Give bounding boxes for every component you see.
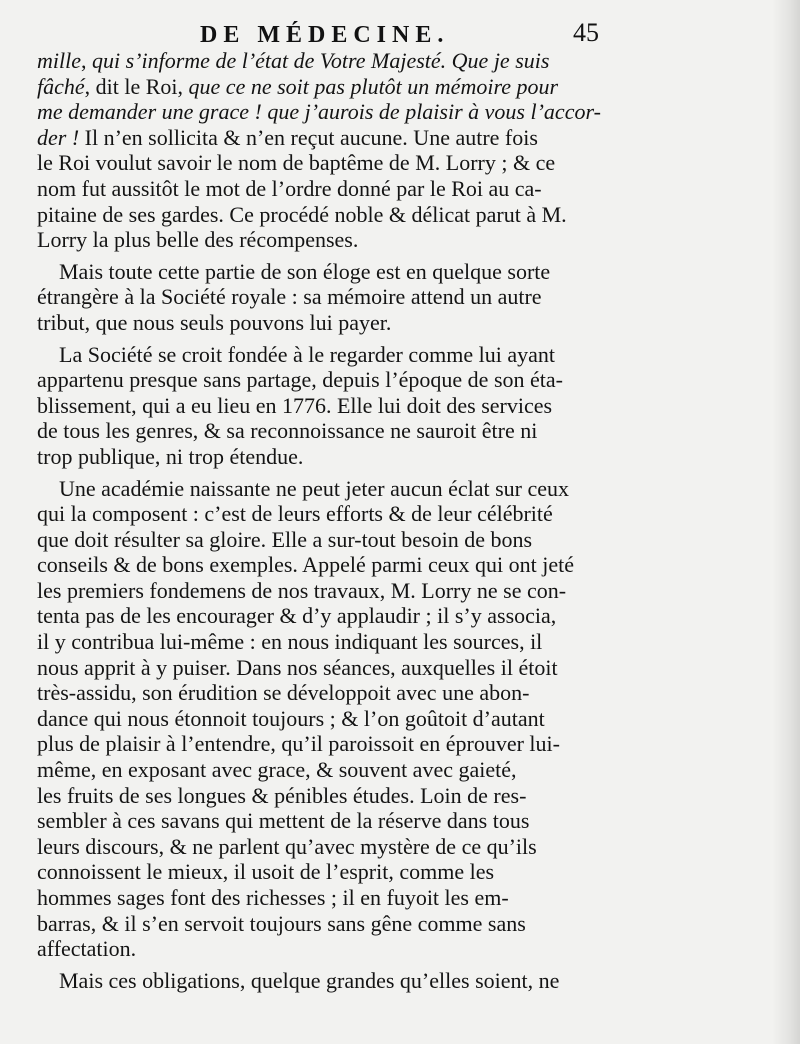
text-line xyxy=(37,655,617,681)
text-run: dance qui nous étonnoit toujours ; & l’on goûtoit d’autant xyxy=(37,705,545,731)
text-run: , dit le Roi, xyxy=(84,73,189,99)
text-run: il y contribua lui-même : en nous indiquant les sources, il xyxy=(37,629,543,655)
text-run: pitaine de ses gardes. Ce procédé noble & délicat parut à M. xyxy=(37,201,567,227)
text-run: connoissent le mieux, il usoit de l’esprit, comme les xyxy=(37,859,495,885)
text-line xyxy=(37,284,617,310)
text-run: appartenu presque sans partage, depuis l’époque de son éta- xyxy=(37,367,563,393)
text-run: conseils & de bons exemples. Appelé parmi ceux qui ont jeté xyxy=(37,552,575,578)
text-line xyxy=(37,444,617,470)
italic-text: mille xyxy=(37,48,81,73)
page-number: 45 xyxy=(573,18,599,47)
text-line xyxy=(37,527,617,553)
text-run: trop publique, ni trop étendue. xyxy=(37,443,304,469)
text-run: Mais toute cette partie de son éloge est en quelque sorte xyxy=(59,258,551,284)
text-line xyxy=(37,74,617,100)
italic-text: Que je suis xyxy=(451,48,550,73)
text-line xyxy=(37,552,617,578)
text-line xyxy=(37,202,617,228)
text-line xyxy=(37,48,617,74)
text-line xyxy=(37,367,617,393)
text-run: blissement, qui a eu lieu en 1776. Elle lui doit des services xyxy=(37,392,553,418)
text-line xyxy=(37,936,617,962)
text-run: nous apprit à y puiser. Dans nos séances, auxquelles il étoit xyxy=(37,654,558,680)
italic-text: me demander une grace ! que j’aurois de plaisir à vous l’accor- xyxy=(37,99,601,125)
text-line xyxy=(37,629,617,655)
text-run: La Société se croit fondée à le regarder comme lui ayant xyxy=(59,341,555,367)
text-line xyxy=(37,885,617,911)
text-line xyxy=(37,968,617,994)
text-run: qui la composent : c’est de leurs efforts & de leur célébrité xyxy=(37,501,553,527)
text-line xyxy=(37,476,617,502)
text-line xyxy=(37,176,617,202)
text-line xyxy=(37,859,617,885)
text-line xyxy=(37,418,617,444)
text-run: plus de plaisir à l’entendre, qu’il paroissoit en éprouver lui- xyxy=(37,731,560,757)
italic-text: der ! xyxy=(37,124,80,150)
text-line xyxy=(37,783,617,809)
text-line xyxy=(37,731,617,757)
text-line xyxy=(37,342,617,368)
text-line xyxy=(37,259,617,285)
text-line xyxy=(37,757,617,783)
text-run: que doit résulter sa gloire. Elle a sur-tout besoin de bons xyxy=(37,526,533,552)
text-run: Mais ces obligations, quelque grandes qu’elles soient, ne xyxy=(59,967,560,993)
text-line xyxy=(37,99,617,125)
text-run: tenta pas de les encourager & d’y applaudir ; il s’y associa, xyxy=(37,603,557,629)
text-line xyxy=(37,393,617,419)
text-run: hommes sages font des richesses ; il en fuyoit les em- xyxy=(37,885,509,910)
text-run: Une académie naissante ne peut jeter aucun éclat sur ceux xyxy=(59,475,570,501)
text-line xyxy=(37,125,617,151)
text-run: sembler à ces savans qui mettent de la réserve dans tous xyxy=(37,808,530,834)
text-run: Il n’en sollicita & n’en reçut aucune. Une autre fois xyxy=(79,124,538,150)
text-run: même, en exposant avec grace, & souvent avec gaieté, xyxy=(37,757,517,783)
text-line xyxy=(37,680,617,706)
text-line xyxy=(37,150,617,176)
text-line xyxy=(37,834,617,860)
text-line xyxy=(37,578,617,604)
text-run: tribut, que nous seuls pouvons lui payer. xyxy=(37,309,392,335)
text-run: barras, & il s’en servoit toujours sans gêne comme sans xyxy=(37,910,526,936)
text-run: les fruits de ses longues & pénibles études. Loin de res- xyxy=(37,782,527,808)
text-run: nom fut aussitôt le mot de l’ordre donné par le Roi au ca- xyxy=(37,175,542,201)
italic-text: que ce ne soit pas plutôt un mémoire pour xyxy=(188,73,559,99)
text-run: étrangère à la Société royale : sa mémoire attend un autre xyxy=(37,284,542,310)
text-run: Lorry la plus belle des récompenses. xyxy=(37,227,359,253)
body-text xyxy=(37,48,617,993)
page-edge-shadow xyxy=(772,0,800,1044)
italic-text: qui s’informe de l’état de Votre Majesté. xyxy=(92,48,447,73)
italic-text: fâché xyxy=(37,73,85,99)
text-line xyxy=(37,603,617,629)
text-run: les premiers fondemens de nos travaux, M. Lorry ne se con- xyxy=(37,577,567,603)
text-line xyxy=(37,911,617,937)
text-run: le Roi voulut savoir le nom de baptême de M. Lorry ; & ce xyxy=(37,150,556,176)
text-line xyxy=(37,501,617,527)
text-line xyxy=(37,706,617,732)
text-run: leurs discours, & ne parlent qu’avec mystère de ce qu’ils xyxy=(37,833,537,859)
text-run: de tous les genres, & sa reconnoissance ne sauroit être ni xyxy=(37,418,538,444)
text-line xyxy=(37,310,617,336)
text-run: affectation. xyxy=(37,936,137,962)
text-line xyxy=(37,227,617,253)
running-title: DE MÉDECINE. xyxy=(200,22,450,48)
text-run: très-assidu, son érudition se développoit avec une abon- xyxy=(37,680,530,706)
text-line xyxy=(37,808,617,834)
text-run: , xyxy=(81,48,92,73)
